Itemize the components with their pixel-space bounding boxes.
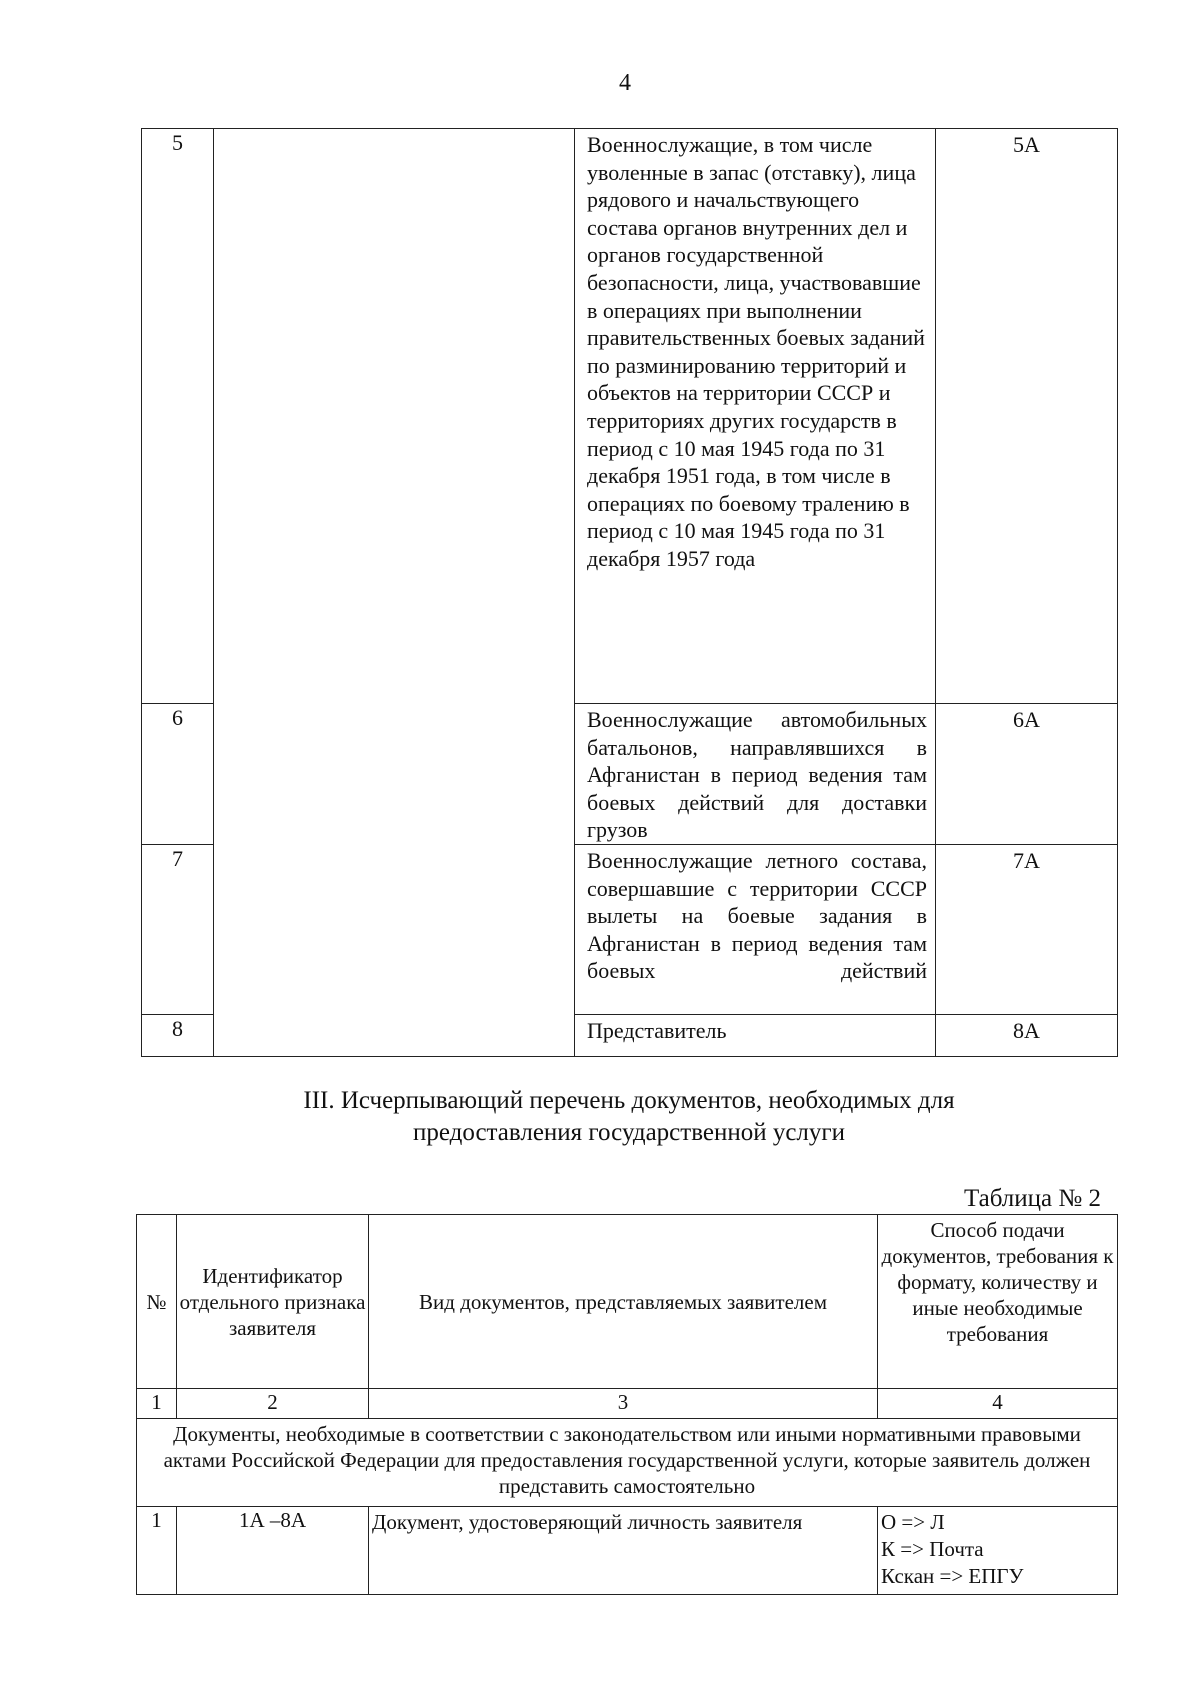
column-header: Идентификатор отдельного признака заявителя	[177, 1215, 369, 1389]
category-code: 6А	[936, 704, 1118, 845]
applicant-categories-table	[141, 128, 1118, 1057]
table-header-row	[137, 1215, 1118, 1389]
category-code: 8А	[936, 1014, 1118, 1056]
table-caption: Таблица № 2	[963, 1185, 1101, 1212]
row-number: 1	[137, 1507, 177, 1595]
category-code: 7А	[936, 844, 1118, 1014]
submission-method: К => Почта	[881, 1537, 984, 1561]
documents-table	[136, 1214, 1118, 1595]
submission-method: О => Л	[881, 1510, 945, 1534]
page-number: 4	[619, 70, 631, 96]
document-type: Документ, удостоверяющий личность заявителя	[369, 1507, 878, 1595]
column-number-row	[137, 1389, 1118, 1419]
section-title-line: предоставления государственной услуги	[412, 1119, 846, 1146]
table-row	[137, 1507, 1118, 1595]
column-header: №	[137, 1215, 177, 1389]
row-number: 7	[142, 844, 214, 1014]
empty-merged-cell	[214, 129, 575, 1057]
row-number: 6	[142, 704, 214, 845]
column-number: 2	[177, 1389, 369, 1419]
column-number: 4	[878, 1389, 1118, 1419]
column-header: Способ подачи документов, требования к формату, количеству и иные необходимые требования	[878, 1215, 1118, 1389]
category-description: Военнослужащие летного состава, совершавшие с территории СССР вылеты на боевые задания в Афганистан в период ведения там боевых действий	[575, 844, 936, 1014]
column-number: 3	[369, 1389, 878, 1419]
submission-method: Кскан => ЕПГУ	[881, 1564, 1024, 1588]
row-number: 8	[142, 1014, 214, 1056]
category-description: Военнослужащие, в том числе уволенные в запас (отставку), лица рядового и начальствующего состава органов внутренних дел и органов государственной безопасности, лица, участвовавшие в операциях при выполнении правительственных боевых заданий по разминированию территорий и объектов на территории СССР и территориях других государств в период с 10 мая 1945 года по 31 декабря 1951 года, в том числе в операциях по боевому тралению в период с 10 мая 1945 года по 31 декабря 1957 года	[575, 129, 936, 704]
table-row	[142, 129, 1118, 704]
row-number: 5	[142, 129, 214, 704]
section-title	[141, 1085, 1117, 1149]
group-header: Документы, необходимые в соответствии с законодательством или иными нормативными правовыми актами Российской Федерации для предоставления государственной услуги, которые заявитель должен представить самостоятельно	[137, 1419, 1118, 1507]
column-header: Вид документов, представляемых заявителем	[369, 1215, 878, 1389]
submission-methods	[878, 1507, 1118, 1595]
group-header-row	[137, 1419, 1118, 1507]
column-number: 1	[137, 1389, 177, 1419]
section-title-line: III. Исчерпывающий перечень документов, необходимых для	[303, 1087, 955, 1114]
category-code: 5А	[936, 129, 1118, 704]
category-description: Представитель	[575, 1014, 936, 1056]
applicant-identifier: 1А –8А	[177, 1507, 369, 1595]
category-description: Военнослужащие автомобильных батальонов, направлявшихся в Афганистан в период ведения там боевых действий для доставки грузов	[575, 704, 936, 845]
